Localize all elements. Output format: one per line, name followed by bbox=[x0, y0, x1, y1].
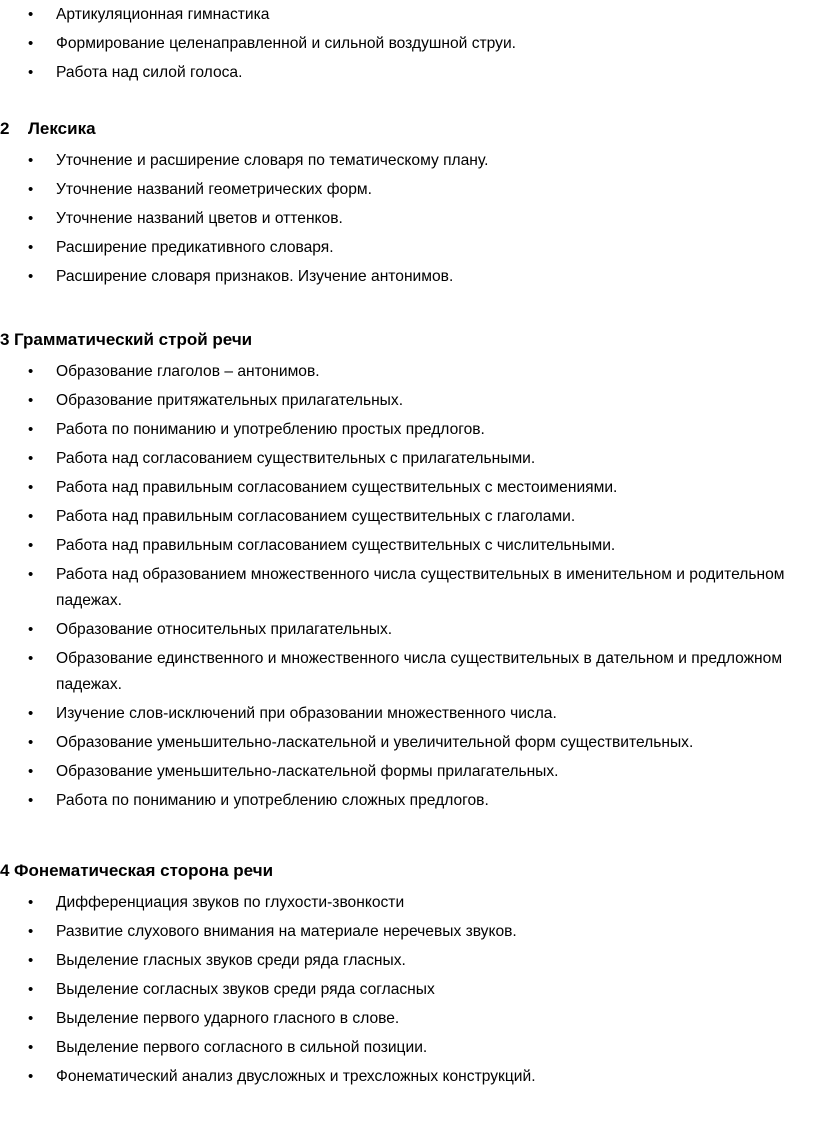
list-item-text: Образование притяжательных прилагательных. bbox=[56, 392, 404, 409]
list-item bbox=[0, 728, 816, 757]
bullet-icon: • bbox=[28, 508, 34, 525]
list-item bbox=[0, 58, 816, 87]
list-item-text: Работа над образованием множественного числа существительных в именительном и родительном падежах. bbox=[56, 566, 785, 609]
bullet-icon: • bbox=[28, 6, 34, 23]
list-item bbox=[0, 757, 816, 786]
list-item bbox=[0, 786, 816, 815]
bullet-icon: • bbox=[28, 1039, 34, 1056]
bullet-icon: • bbox=[28, 392, 34, 409]
list-item bbox=[0, 644, 816, 699]
list-item-text: Развитие слухового внимания на материале неречевых звуков. bbox=[56, 923, 517, 940]
list-item bbox=[0, 502, 816, 531]
bullet-icon: • bbox=[28, 734, 34, 751]
bullet-icon: • bbox=[28, 650, 34, 667]
list-item-text: Дифференциация звуков по глухости-звонкости bbox=[56, 894, 405, 911]
list-item bbox=[0, 531, 816, 560]
bullet-icon: • bbox=[28, 952, 34, 969]
list-item bbox=[0, 560, 816, 615]
bullet-icon: • bbox=[28, 537, 34, 554]
list-item-text: Работа по пониманию и употреблению простых предлогов. bbox=[56, 421, 485, 438]
bullet-list bbox=[0, 146, 816, 291]
bullet-icon: • bbox=[28, 181, 34, 198]
list-item bbox=[0, 262, 816, 291]
section-number: 3 bbox=[0, 330, 10, 349]
list-item-text: Фонематический анализ двусложных и трехсложных конструкций. bbox=[56, 1068, 536, 1085]
list-item bbox=[0, 917, 816, 946]
bullet-icon: • bbox=[28, 705, 34, 722]
list-item-text: Артикуляционная гимнастика bbox=[56, 6, 270, 23]
list-item-text: Работа по пониманию и употреблению сложных предлогов. bbox=[56, 792, 489, 809]
bullet-icon: • bbox=[28, 1010, 34, 1027]
list-item-text: Уточнение названий цветов и оттенков. bbox=[56, 210, 343, 227]
list-item bbox=[0, 204, 816, 233]
list-item bbox=[0, 888, 816, 917]
section-heading bbox=[0, 860, 273, 882]
bullet-icon: • bbox=[28, 152, 34, 169]
bullet-icon: • bbox=[28, 894, 34, 911]
bullet-icon: • bbox=[28, 268, 34, 285]
list-item bbox=[0, 946, 816, 975]
section-number: 4 bbox=[0, 861, 10, 880]
list-item bbox=[0, 175, 816, 204]
bullet-list bbox=[0, 357, 816, 815]
list-item bbox=[0, 29, 816, 58]
list-item bbox=[0, 975, 816, 1004]
bullet-icon: • bbox=[28, 64, 34, 81]
list-item bbox=[0, 146, 816, 175]
list-item-text: Уточнение и расширение словаря по тематическому плану. bbox=[56, 152, 489, 169]
list-item bbox=[0, 0, 816, 29]
bullet-icon: • bbox=[28, 363, 34, 380]
list-item bbox=[0, 615, 816, 644]
list-item-text: Образование единственного и множественного числа существительных в дательном и предложном падежах. bbox=[56, 650, 783, 693]
list-item bbox=[0, 1004, 816, 1033]
bullet-icon: • bbox=[28, 621, 34, 638]
list-item bbox=[0, 699, 816, 728]
list-item-text: Образование глаголов – антонимов. bbox=[56, 363, 320, 380]
list-item bbox=[0, 233, 816, 262]
bullet-icon: • bbox=[28, 923, 34, 940]
bullet-icon: • bbox=[28, 981, 34, 998]
list-item-text: Изучение слов-исключений при образовании множественного числа. bbox=[56, 705, 557, 722]
list-item-text: Образование уменьшительно-ласкательной формы прилагательных. bbox=[56, 763, 559, 780]
section-title: Грамматический строй речи bbox=[14, 330, 253, 349]
list-item-text: Работа над правильным согласованием существительных с числительными. bbox=[56, 537, 616, 554]
list-item-text: Работа над согласованием существительных с прилагательными. bbox=[56, 450, 536, 467]
bullet-icon: • bbox=[28, 421, 34, 438]
list-item bbox=[0, 444, 816, 473]
bullet-list bbox=[0, 0, 816, 87]
bullet-icon: • bbox=[28, 763, 34, 780]
list-item bbox=[0, 415, 816, 444]
bullet-icon: • bbox=[28, 1068, 34, 1085]
list-item-text: Расширение предикативного словаря. bbox=[56, 239, 334, 256]
section-title: Лексика bbox=[28, 119, 96, 138]
bullet-list bbox=[0, 888, 816, 1091]
list-item-text: Формирование целенаправленной и сильной воздушной струи. bbox=[56, 35, 516, 52]
list-item-text: Работа над правильным согласованием существительных с глаголами. bbox=[56, 508, 576, 525]
section-heading bbox=[0, 118, 96, 140]
section-title: Фонематическая сторона речи bbox=[14, 861, 274, 880]
bullet-icon: • bbox=[28, 239, 34, 256]
list-item-text: Уточнение названий геометрических форм. bbox=[56, 181, 372, 198]
bullet-icon: • bbox=[28, 479, 34, 496]
bullet-icon: • bbox=[28, 35, 34, 52]
list-item-text: Работа над силой голоса. bbox=[56, 64, 243, 81]
bullet-icon: • bbox=[28, 792, 34, 809]
list-item bbox=[0, 357, 816, 386]
list-item-text: Образование относительных прилагательных. bbox=[56, 621, 393, 638]
list-item-text: Работа над правильным согласованием существительных с местоимениями. bbox=[56, 479, 618, 496]
bullet-icon: • bbox=[28, 566, 34, 583]
bullet-icon: • bbox=[28, 450, 34, 467]
list-item-text: Образование уменьшительно-ласкательной и увеличительной форм существительных. bbox=[56, 734, 694, 751]
list-item bbox=[0, 1062, 816, 1091]
list-item-text: Выделение первого согласного в сильной позиции. bbox=[56, 1039, 428, 1056]
list-item-text: Расширение словаря признаков. Изучение антонимов. bbox=[56, 268, 454, 285]
bullet-icon: • bbox=[28, 210, 34, 227]
list-item bbox=[0, 473, 816, 502]
section-heading bbox=[0, 329, 252, 351]
list-item-text: Выделение гласных звуков среди ряда гласных. bbox=[56, 952, 406, 969]
section-number: 2 bbox=[0, 119, 10, 138]
list-item bbox=[0, 386, 816, 415]
list-item-text: Выделение согласных звуков среди ряда согласных bbox=[56, 981, 435, 998]
list-item bbox=[0, 1033, 816, 1062]
list-item-text: Выделение первого ударного гласного в слове. bbox=[56, 1010, 400, 1027]
